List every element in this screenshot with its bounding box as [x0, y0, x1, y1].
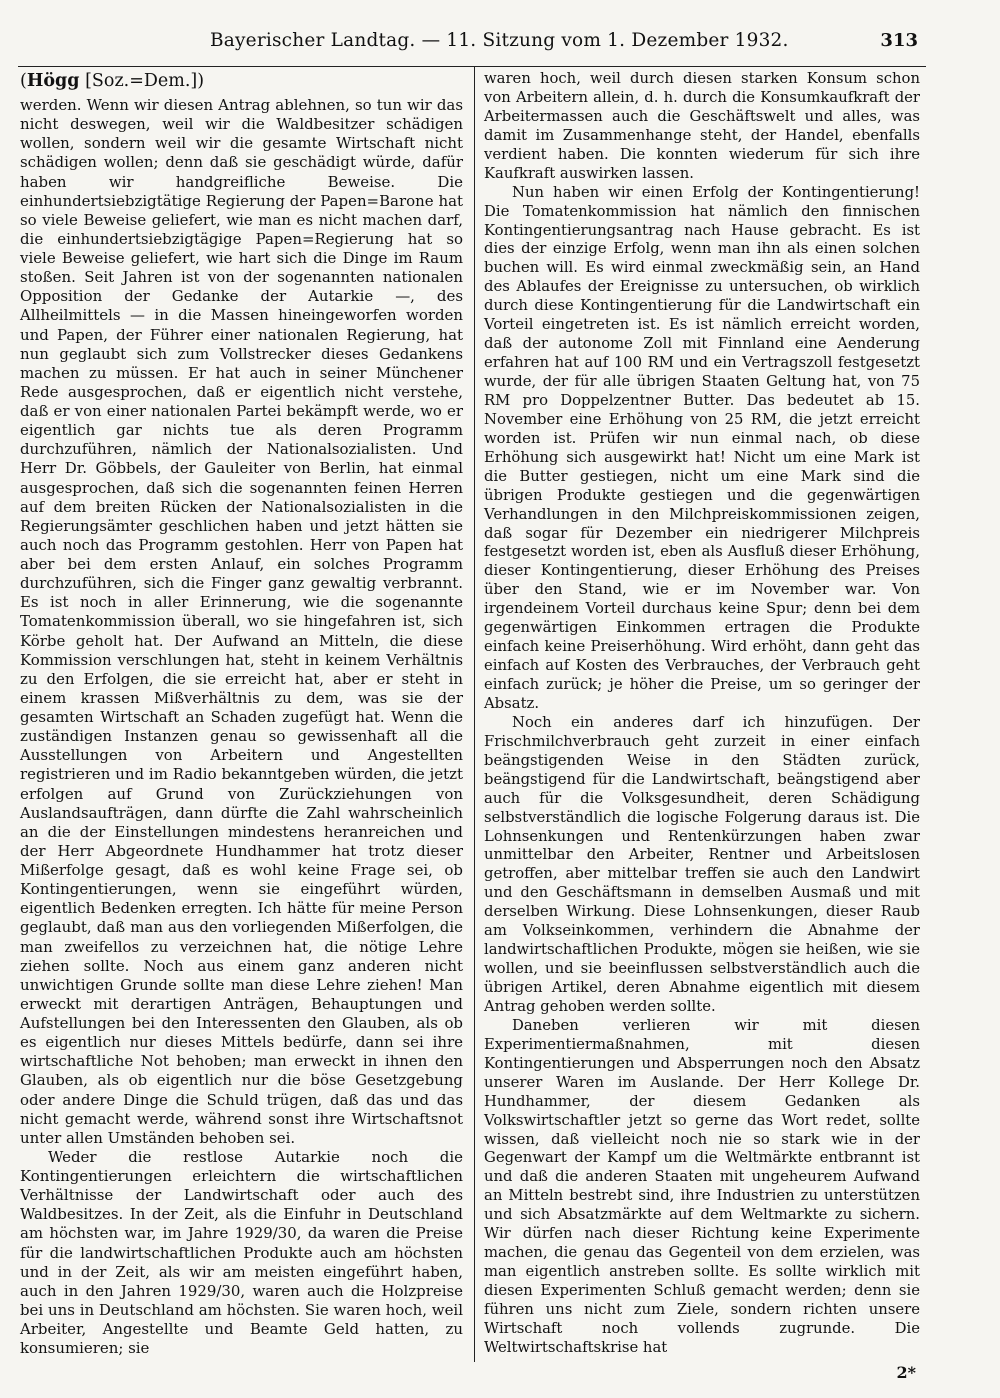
paragraph: werden. Wenn wir diesen Antrag ablehnen, so tun wir das nicht deswegen, weil wir die Waldbesitzer schädigen wollen, sondern weil wir die gesamte Wirtschaft nicht schädigen wollen; denn daß sie geschädigt würde, dafür haben wir handgreifliche Beweise. Die einhundertsiebzigtätige Regierung der Papen=Barone hat so viele Beweise geliefert, wie man es nicht machen darf, die einhundertsiebzigtägige Papen=Regierung hat so viele Beweise geliefert, wie hart sich die Dinge im Raum stoßen. Seit Jahren ist von der sogenannten nationalen Opposition der Gedanke der Autarkie —, des Allheilmittels — in die Massen hineingeworfen worden und Papen, der Führer einer nationalen Regierung, hat nun geglaubt sich zum Vollstrecker dieses Gedankens machen zu müssen. Er hat auch in seiner Münchener Rede ausgesprochen, daß er eigentlich nicht verstehe, daß er von einer nationalen Partei bekämpft werde, wo er eigentlich gar nichts tue als deren Programm durchzuführen, nämlich der Nationalsozialisten. Und Herr Dr. Göbbels, der Gauleiter von Berlin, hat einmal ausgesprochen, daß sich die sogenannten feinen Herren auf dem breiten Rücken der Nationalsozialisten in die Regierungsämter geschlichen haben und jetzt hätten sie auch noch das Programm gestohlen. Herr von Papen hat aber bei dem ersten Anlauf, ein solches Programm durchzuführen, sich die Finger ganz gewaltig verbrannt. Es ist noch in aller Erinnerung, wie die sogenannte Tomatenkommission überall, wo sie hingefahren ist, sich Körbe geholt hat. Der Aufwand an Mitteln, die diese Kommission verschlungen hat, steht in keinem Verhältnis zu den Erfolgen, die sie erreicht hat, aber er steht in einem krassen Mißverhältnis zu dem, was sie der gesamten Wirtschaft an Schaden zugefügt hat. Wenn die zuständigen Instanzen genau so gewissenhaft all die Ausstellungen von Arbeitern und Angestellten registrieren und im Radio bekanntgeben würden, die jetzt erfolgen auf Grund von Zurückziehungen von Auslandsaufträgen, dann dürfte die Zahl wahrscheinlich an die der Einstellungen mindestens heranreichen und der Herr Abgeordnete Hundhammer hat trotz dieser Mißerfolge gesagt, daß es wohl keine Frage sei, ob Kontingentierungen, wenn sie eingeführt würden, eigentlich Bedenken erregten. Ich hätte für meine Person geglaubt, daß man aus den vorliegenden Mißerfolgen, die man zweifellos zu verzeichnen hat, die nötige Lehre ziehen sollte. Noch aus einem ganz anderen nicht unwichtigen Grunde sollte man diese Lehre ziehen! Man erweckt mit derartigen Anträgen, Behauptungen und Aufstellungen bei den Interessenten den Glauben, als ob es eigentlich nur dieses Mittels bedürfe, dann sei ihre wirtschaftliche Not behoben; man erweckt in ihnen den Glauben, als ob eigentlich nur die böse Gesetzgebung oder andere Dinge die Schuld trügen, daß das und das nicht gemacht werde, während sonst ihre Wirtschaftsnot unter allen Umständen behoben sei.	[20, 96, 463, 1147]
header-rule	[18, 66, 926, 67]
running-title: Bayerischer Landtag. — 11. Sitzung vom 1. Dezember 1932.	[210, 30, 789, 51]
paragraph: Weder die restlose Autarkie noch die Kontingentierungen erleichtern die wirtschaftlichen Verhältnisse der Landwirtschaft oder auch des Waldbesitzes. In der Zeit, als die Einfuhr in Deutschland am höchsten war, im Jahre 1929/30, da waren die Preise für die landwirtschaftlichen Produkte auch am höchsten und in der Zeit, als wir am meisten eingeführt haben, auch in den Jahren 1929/30, waren auch die Holzpreise bei uns in Deutschland am höchsten. Sie waren hoch, weil Arbeiter, Angestellte und Beamte Geld hatten, zu konsumieren; sie	[20, 1147, 463, 1358]
paragraph: Noch ein anderes darf ich hinzufügen. Der Frischmilchverbrauch geht zurzeit in einer einfach beängstigenden Weise in den Städten zurück, beängstigend für die Landwirtschaft, beängstigend aber auch für die Volksgesundheit, deren Schädigung selbstverständlich die logische Folgerung daraus ist. Die Lohnsenkungen und Rentenkürzungen haben zwar unmittelbar den Arbeiter, Rentner und Arbeitslosen getroffen, aber mittelbar treffen sie auch den Landwirt und den Geschäftsmann in demselben Ausmaß und mit derselben Wirkung. Diese Lohnsenkungen, dieser Raub am Volkseinkommen, verhindern die Abnahme der landwirtschaftlichen Produkte, mögen sie heißen, wie sie wollen, und sie beeinflussen selbstverständlich auch die übrigen Artikel, deren Abnahme eigentlich mit diesem Antrag gehoben werden sollte.	[484, 713, 920, 1015]
speaker-party: [Soz.=Dem.]	[85, 71, 198, 91]
paragraph: waren hoch, weil durch diesen starken Konsum schon von Arbeitern allein, d. h. durch die Konsumkaufkraft der Arbeitermassen auch die Geschäftswelt und alles, was damit im Zusammenhange steht, der Handel, ebenfalls verdient haben. Die konnten wiederum für sich ihre Kaufkraft auswirken lassen.	[484, 70, 920, 182]
speaker-close-paren: )	[197, 71, 205, 91]
right-column	[484, 70, 920, 1358]
column-divider	[474, 66, 475, 1362]
paragraph: Nun haben wir einen Erfolg der Kontingentierung! Die Tomatenkommission hat nämlich den finnischen Kontingentierungsantrag nach Hause gebracht. Es ist dies der einzige Erfolg, wenn man ihn als einen solchen buchen will. Es wird einmal zweckmäßig sein, an Hand des Ablaufes der Ereignisse zu untersuchen, ob wirklich durch diese Kontingentierung für die Landwirtschaft ein Vorteil eingetreten ist. Es ist nämlich erreicht worden, daß der autonome Zoll mit Finnland eine Aenderung erfahren hat auf 100 RM und ein Vertragszoll festgesetzt wurde, der für alle übrigen Staaten Geltung hat, von 75 RM pro Doppelzentner Butter. Das bedeutet ab 15. November eine Erhöhung von 25 RM, die jetzt erreicht worden ist. Prüfen wir nun einmal nach, ob diese Erhöhung sich ausgewirkt hat! Nicht um eine Mark ist die Butter gestiegen, nicht um eine Mark sind die übrigen Produkte gestiegen und die gegenwärtigen Verhandlungen in den Milchpreiskommissionen zeigen, daß sogar für Dezember ein niedrigerer Milchpreis festgesetzt worden ist, eben als Ausfluß dieser Erhöhung, dieser Kontingentierung, dieser Erhöhung des Preises über den Stand, wie er im November war. Von irgendeinem Vorteil durchaus keine Spur; denn bei dem gegenwärtigen Einkommen ertragen die Produkte einfach keine Preiserhöhung. Wird erhöht, dann geht das einfach auf Kosten des Verbrauches, der Verbrauch geht einfach zurück; je höher die Preise, um so geringer der Absatz.	[484, 183, 920, 712]
speaker-name: Högg	[26, 71, 80, 91]
page-number: 313	[880, 30, 918, 51]
paragraph: Daneben verlieren wir mit diesen Experimentiermaßnahmen, mit diesen Kontingentierungen und Absperrungen noch den Absatz unserer Waren im Auslande. Der Herr Kollege Dr. Hundhammer, der diesem Gedanken als Volkswirtschaftler jetzt so gerne das Wort redet, sollte wissen, daß vielleicht noch nie so stark wie in der Gegenwart der Kampf um die Weltmärkte entbrannt ist und daß die anderen Staaten mit ungeheurem Aufwand an Mitteln bestrebt sind, ihre Industrien zu unterstützen und sich Absatzmärkte auf dem Weltmarkte zu sichern. Wir dürfen nach dieser Richtung keine Experimente machen, die genau das Gegenteil von dem erzielen, was man eigentlich anstreben sollte. Es sollte wirklich mit diesen Experimenten Schluß gemacht werden; denn sie führen uns nicht zum Ziele, sondern richten unsere Wirtschaft noch vollends zugrunde. Die Weltwirtschaftskrise hat	[484, 1016, 920, 1356]
page-header	[0, 30, 1000, 64]
speaker-line	[20, 70, 463, 92]
signature-mark: 2*	[896, 1363, 916, 1382]
left-column	[20, 70, 463, 1358]
speaker-open-paren: (	[20, 71, 27, 91]
